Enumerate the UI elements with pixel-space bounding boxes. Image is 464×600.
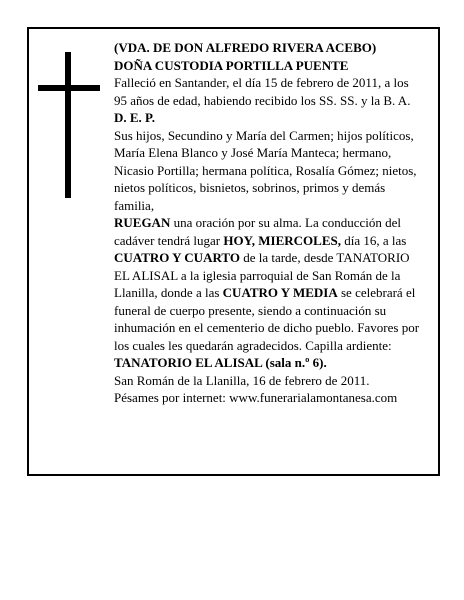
relation-line: (VDA. DE DON ALFREDO RIVERA ACEBO) [114,40,377,55]
death-info: Falleció en Santander, el día 15 de febrero de 2011, a los 95 años de edad, habiendo recibido los SS. SS. y la B. A. [114,75,411,108]
date-line: San Román de la Llanilla, 16 de febrero de 2011. [114,372,370,388]
conduction-time: CUATRO Y CUARTO [114,250,240,265]
funeral-day: HOY, MIERCOLES, [223,232,341,248]
chapel-location: TANATORIO EL ALISAL (sala n.º 6). [114,355,327,370]
ruegan-word: RUEGAN [114,215,171,230]
cross-icon [38,52,100,198]
obituary-text [114,39,424,407]
rip-line: D. E. P. [114,110,156,125]
funeral-details: RUEGAN una oración por su alma. La conducción del cadáver tendrá lugar HOY, MIERCOLES, día 16, a las CUATRO Y CUARTO de la tarde, desde TANATORIO EL ALISAL a la iglesia parroquial de San Román de la Llanilla, donde a las CUATRO Y MEDIA se celebrará el funeral de cuerpo presente, siendo a continuación su inhumación en el cementerio de dicho pueblo. Favores por los cuales les quedarán agradecidos. Capilla ardiente: TANATORIO EL ALISAL (sala n.º 6). [114,215,420,370]
family-list: Sus hijos, Secundino y María del Carmen; hijos políticos, María Elena Blanco y José María Manteca; hermano, Nicasio Portilla; hermana política, Rosalía Gómez; nietos, nietos políticos, bisnietos, sobrinos, primos y demás familia, [114,127,417,213]
condolences-line: Pésames por internet: www.funerarialamontanesa.com [114,390,398,405]
deceased-name: DOÑA CUSTODIA PORTILLA PUENTE [114,57,349,73]
funeral-time: CUATRO Y MEDIA [222,285,338,300]
